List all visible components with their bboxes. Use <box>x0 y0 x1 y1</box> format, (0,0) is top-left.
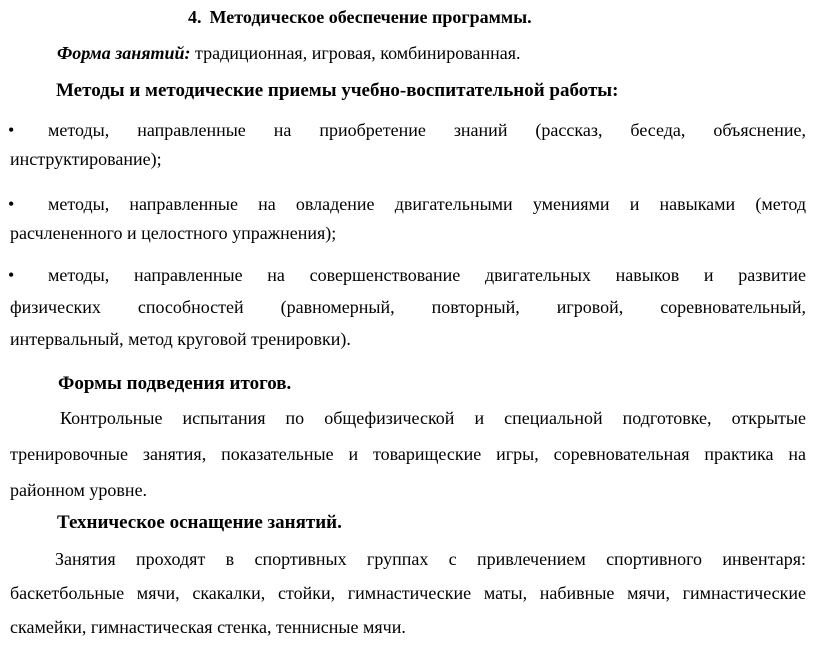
bullet-line: методы, направленные на овладение двигательными умениями и навыками (метод <box>48 194 806 214</box>
list-item <box>10 193 806 244</box>
bullet-line: методы, направленные на совершенствование двигательных навыков и развитие <box>48 265 806 285</box>
paragraph-line: Контрольные испытания по общефизической и специальной подготовке, открытые <box>60 408 806 428</box>
paragraph-line: районном уровне. <box>10 480 148 500</box>
paragraph-line: баскетбольные мячи, скакалки, стойки, гимнастические маты, набивные мячи, гимнастические <box>10 583 806 603</box>
lesson-form-line <box>57 42 520 64</box>
bullet-line: расчлененного и целостного упражнения); <box>10 223 337 243</box>
results-heading: Формы подведения итогов. <box>58 373 292 394</box>
bullet-line: методы, направленные на приобретение знаний (рассказ, беседа, объяснение, <box>48 120 806 140</box>
bullet-line: физических способностей (равномерный, повторный, игровой, соревновательный, <box>10 297 806 317</box>
bullet-icon: • <box>8 120 15 140</box>
list-item <box>10 264 806 350</box>
equipment-paragraph <box>10 548 806 638</box>
lesson-form-label: Форма занятий: <box>57 43 191 63</box>
section-title <box>188 6 532 28</box>
section-number: 4. <box>188 7 202 27</box>
paragraph-line: скамейки, гимнастическая стенка, теннисные мячи. <box>10 617 406 637</box>
lesson-form-text: традиционная, игровая, комбинированная. <box>190 43 521 63</box>
list-item <box>10 119 806 170</box>
bullet-icon: • <box>8 265 15 285</box>
bullet-line: инструктирование); <box>10 149 162 169</box>
methods-heading: Методы и методические приемы учебно-воспитательной работы: <box>56 80 619 101</box>
equipment-heading: Техническое оснащение занятий. <box>57 512 342 533</box>
bullet-icon: • <box>8 194 15 214</box>
results-paragraph <box>10 407 806 501</box>
paragraph-line: Занятия проходят в спортивных группах с привлечением спортивного инвентаря: <box>55 549 806 569</box>
section-title-text: Методическое обеспечение программы. <box>209 7 532 27</box>
paragraph-line: тренировочные занятия, показательные и товарищеские игры, соревновательная практика на <box>10 444 806 464</box>
bullet-line: интервальный, метод круговой тренировки). <box>10 329 351 349</box>
